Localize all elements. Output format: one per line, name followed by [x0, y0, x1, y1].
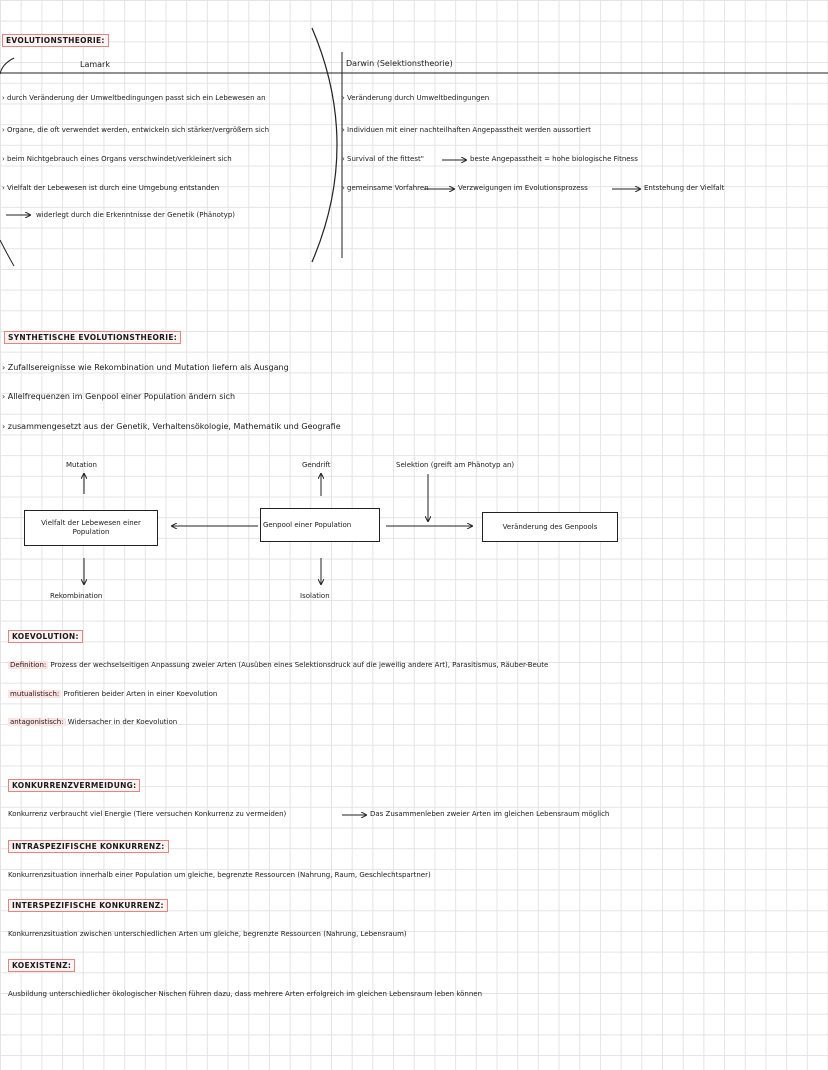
- diagram-genpool-box: [260, 508, 380, 542]
- lamarck-point-1: › durch Veränderung der Umweltbedingungen passt sich ein Lebewesen an: [2, 94, 266, 102]
- diagram-rekombination: Rekombination: [50, 592, 103, 600]
- darwin-fittest-result: beste Angepasstheit = hohe biologische Fitness: [470, 155, 638, 163]
- koevolution-antagonistic: [8, 718, 177, 726]
- intra-text: Konkurrenzsituation innerhalb einer Population um gleiche, begrenzte Ressourcen (Nahrung, Raum, Geschlechtspartner): [8, 871, 431, 879]
- antag-label: antagonistisch:: [10, 718, 64, 726]
- mutual-text: Profitieren beider Arten in einer Koevolution: [63, 690, 218, 698]
- koexistenz-heading: KOEXISTENZ:: [8, 959, 75, 972]
- big-parenthesis: [312, 28, 337, 262]
- koevolution-heading: KOEVOLUTION:: [8, 630, 83, 643]
- mutual-label: mutualistisch:: [10, 690, 60, 698]
- darwin-ancestors-step-1: Verzweigungen im Evolutionsprozess: [458, 184, 588, 192]
- inter-text: Konkurrenzsituation zwischen unterschiedlichen Arten um gleiche, begrenzte Ressourcen (Nahrung, Lebensraum): [8, 930, 407, 938]
- diagram-vielfalt-box: [24, 510, 158, 546]
- diagram-gendrift: Gendrift: [302, 461, 331, 469]
- intra-heading: INTRASPEZIFISCHE KONKURRENZ:: [8, 840, 169, 853]
- darwin-point-4: › gemeinsame Vorfahren: [342, 184, 429, 192]
- diagram-genpool-label: Genpool einer Population: [263, 520, 352, 529]
- inter-heading: INTERSPEZIFISCHE KONKURRENZ:: [8, 899, 168, 912]
- diagram-selection: Selektion (greift am Phänotyp an): [396, 461, 515, 469]
- synthetic-point-3: › zusammengesetzt aus der Genetik, Verhaltensökologie, Mathematik und Geografie: [2, 422, 341, 431]
- lamarck-refuted: widerlegt durch die Erkenntnisse der Genetik (Phänotyp): [36, 211, 235, 219]
- darwin-title: Darwin (Selektionstheorie): [346, 59, 453, 68]
- lamarck-point-3: › beim Nichtgebrauch eines Organs verschwindet/verkleinert sich: [2, 155, 232, 163]
- diagram-veraenderung-box: [482, 512, 618, 542]
- diagram-vielfalt-label: Vielfalt der Lebewesen einer Population: [41, 519, 141, 536]
- evolution-heading: EVOLUTIONSTHEORIE:: [2, 34, 109, 47]
- darwin-point-2: › Individuen mit einer nachteilhaften Angepasstheit werden aussortiert: [342, 126, 591, 134]
- lamarck-title: Lamark: [80, 60, 110, 69]
- koexistenz-text: Ausbildung unterschiedlicher ökologischer Nischen führen dazu, dass mehrere Arten erfolgreich im gleichen Lebensraum leben können: [8, 990, 483, 998]
- konkurrenz-text: Konkurrenz verbraucht viel Energie (Tiere versuchen Konkurrenz zu vermeiden): [8, 810, 287, 818]
- lamarck-point-2: › Organe, die oft verwendet werden, entwickeln sich stärker/vergrößern sich: [2, 126, 270, 134]
- left-bracket-bottom: [0, 240, 14, 266]
- diagram-veraenderung-label: Veränderung des Genpools: [502, 522, 598, 531]
- antag-text: Widersacher in der Koevolution: [67, 718, 178, 726]
- konkurrenz-result: Das Zusammenleben zweier Arten im gleichen Lebensraum möglich: [370, 810, 610, 818]
- darwin-ancestors-step-2: Entstehung der Vielfalt: [644, 184, 725, 192]
- darwin-point-3: › Survival of the fittest": [342, 155, 424, 163]
- synthetic-heading: SYNTHETISCHE EVOLUTIONSTHEORIE:: [4, 331, 181, 344]
- left-bracket: [0, 58, 14, 74]
- darwin-point-1: › Veränderung durch Umweltbedingungen: [342, 94, 490, 102]
- synthetic-point-1: › Zufallsereignisse wie Rekombination und Mutation liefern als Ausgang: [2, 363, 289, 372]
- koevolution-definition: [8, 661, 548, 669]
- diagram-isolation: Isolation: [300, 592, 330, 600]
- lamarck-point-4: › Vielfalt der Lebewesen ist durch eine Umgebung entstanden: [2, 184, 220, 192]
- synthetic-point-2: › Allelfrequenzen im Genpool einer Population ändern sich: [2, 392, 236, 401]
- diagram-mutation: Mutation: [66, 461, 97, 469]
- konkurrenz-heading: KONKURRENZVERMEIDUNG:: [8, 779, 140, 792]
- koevolution-mutualistic: [8, 690, 217, 698]
- definition-text: Prozess der wechselseitigen Anpassung zweier Arten (Ausüben eines Selektionsdruck auf die jeweilig andere Art), Parasitismus, Räuber-Beute: [50, 661, 549, 669]
- definition-label: Definition:: [10, 661, 47, 669]
